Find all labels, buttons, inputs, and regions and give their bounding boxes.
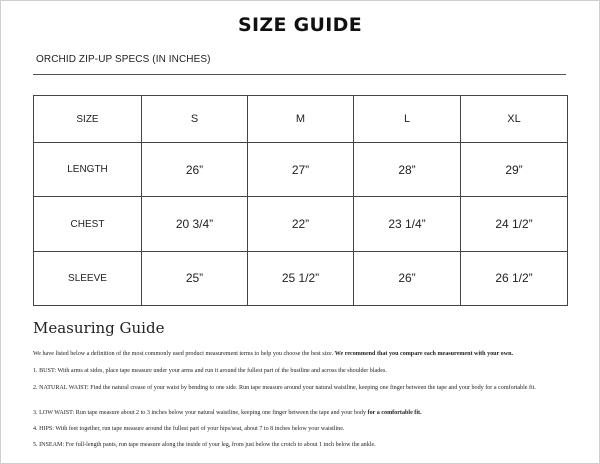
table-header-row (34, 96, 568, 143)
header-cell-size: SIZE (34, 96, 142, 143)
specs-subtitle: ORCHID ZIP-UP SPECS (IN INCHES) (36, 54, 211, 65)
table-row (34, 197, 568, 251)
measuring-guide-title: Measuring Guide (33, 319, 165, 337)
table-cell: 20 3/4” (142, 197, 248, 251)
header-cell-m: M (248, 96, 354, 143)
table-cell: 27” (248, 143, 354, 197)
table-cell: 26 1/2” (461, 251, 568, 305)
guide-item-low-waist (33, 409, 573, 417)
measuring-guide-intro (33, 350, 573, 358)
table-cell: 26” (142, 143, 248, 197)
row-label-chest: CHEST (34, 197, 142, 251)
guide-item-bust: 1. BUST: With arms at sides, place tape measure under your arms and run it around the fullest part of the bustline and across the shoulder blades. (33, 368, 387, 374)
table-cell: 26” (354, 251, 461, 305)
table-cell: 28” (354, 143, 461, 197)
table-cell: 29” (461, 143, 568, 197)
header-cell-l: L (354, 96, 461, 143)
table-cell: 24 1/2” (461, 197, 568, 251)
size-table (33, 95, 568, 306)
row-label-length: LENGTH (34, 143, 142, 197)
header-cell-xl: XL (461, 96, 568, 143)
page-title: SIZE GUIDE (238, 14, 362, 36)
intro-bold-text: We recommend that you compare each measurement with your own. (334, 351, 514, 357)
intro-text: We have listed below a definition of the most commonly used product measurement terms to help you choose the best size. (33, 351, 334, 357)
divider-line (33, 74, 566, 75)
row-label-sleeve: SLEEVE (34, 251, 142, 305)
table-cell: 25” (142, 251, 248, 305)
table-cell: 23 1/4” (354, 197, 461, 251)
low-waist-bold-text: for a comfortable fit. (367, 410, 422, 416)
low-waist-text: 3. LOW WAIST: Run tape measure about 2 to 3 inches below your natural waistline, keeping one finger between the tape and your body (33, 410, 367, 416)
guide-item-natural-waist: 2. NATURAL WAIST: Find the natural crease of your waist by bending to one side. Run tape measure around your natural waistline, keeping one finger between the tape and your body for a comfortable fit. (33, 385, 536, 391)
guide-item-inseam: 5. INSEAM: For full-length pants, run tape measure along the inside of your leg, from just below the crotch to about 1 inch below the ankle. (33, 442, 376, 448)
table-cell: 25 1/2” (248, 251, 354, 305)
table-row (34, 251, 568, 305)
table-row (34, 143, 568, 197)
table-cell: 22” (248, 197, 354, 251)
header-cell-s: S (142, 96, 248, 143)
guide-item-hips: 4. HIPS: With feet together, run tape measure around the fullest part of your hips/seat, about 7 to 8 inches below your waistline. (33, 426, 345, 432)
